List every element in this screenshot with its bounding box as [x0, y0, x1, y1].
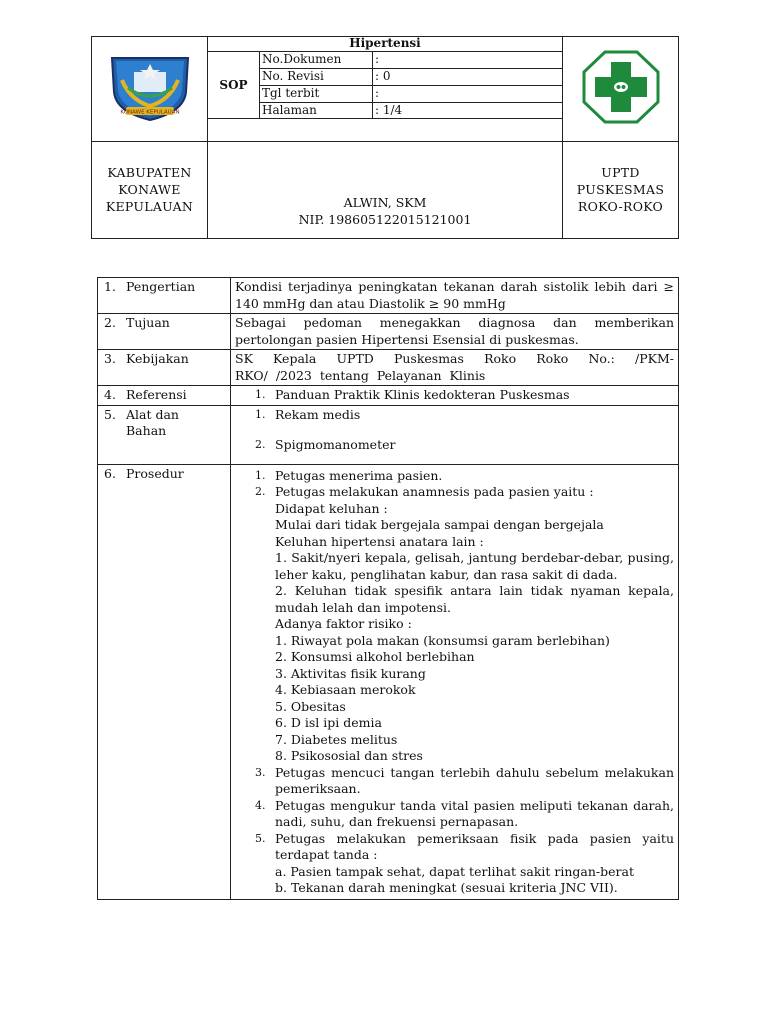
- list-spacer: [235, 423, 674, 437]
- detail-line: 7. Diabetes melitus: [275, 731, 398, 747]
- list-text: Rekam medis: [275, 406, 361, 422]
- section-label: [98, 278, 231, 314]
- section-number: 2.: [104, 315, 116, 330]
- procedure-step: [235, 468, 674, 485]
- section-content: [231, 405, 679, 464]
- section-content: [231, 464, 679, 899]
- meta-value-doc-number: :: [373, 51, 563, 68]
- signatory-nip: NIP. 198605122015121001: [298, 212, 472, 227]
- step-number: 1.: [255, 468, 266, 482]
- section-title: Referensi: [126, 387, 187, 402]
- regency-line-1: KABUPATEN: [107, 165, 192, 181]
- list-text: Panduan Praktik Klinis kedokteran Puskesmas: [275, 387, 570, 402]
- list-text: Spigmomanometer: [275, 437, 396, 452]
- unit-line-3: ROKO-ROKO: [577, 199, 664, 215]
- procedure-step: [235, 484, 674, 765]
- section-row-alat-bahan: [98, 405, 679, 464]
- crest-banner-text: KONAWE KEPULAUAN: [119, 109, 180, 116]
- section-number: 3.: [104, 351, 116, 366]
- sop-content-table: [97, 277, 679, 900]
- detail-line: 6. D isl ipi demia: [275, 715, 382, 730]
- regency-name: [92, 141, 208, 238]
- list-number: 1.: [255, 388, 266, 401]
- section-title: Pengertian: [126, 279, 196, 294]
- section-row-referensi: [98, 386, 679, 406]
- section-label: [98, 464, 231, 899]
- policy-line-1: SK Kepala UPTD Puskesmas Roko Roko No.: /PKM-: [235, 351, 674, 366]
- meta-label-doc-number: No.Dokumen: [260, 51, 373, 68]
- detail-line: a. Pasien tampak sehat, dapat terlihat sakit ringan-berat: [275, 863, 634, 879]
- document-title: Hipertensi: [208, 37, 563, 52]
- meta-value-revision: : 0: [373, 68, 563, 85]
- meta-label-revision: No. Revisi: [260, 68, 373, 85]
- detail-line: 1. Sakit/nyeri kepala, gelisah, jantung berdebar-debar, pusing, leher kaku, penglihatan kabur, dan rasa sakit di dada.: [275, 550, 674, 582]
- section-label: [98, 314, 231, 350]
- step-number: 5.: [255, 831, 266, 845]
- step-text: Petugas mencuci tangan terlebih dahulu sebelum melakukan pemeriksaan.: [275, 764, 674, 796]
- detail-line: Keluhan hipertensi anatara lain :: [275, 533, 484, 549]
- detail-line: 5. Obesitas: [275, 698, 346, 714]
- section-title: Alat dan: [126, 406, 179, 422]
- procedure-step: [235, 798, 674, 831]
- puskesmas-logo-cell: [563, 37, 679, 142]
- section-title: Prosedur: [126, 465, 184, 481]
- step-number: 2.: [255, 485, 266, 498]
- signatory-block: [208, 141, 563, 238]
- section-content: [231, 386, 679, 406]
- anamnesis-details: [275, 501, 674, 765]
- unit-line-1: UPTD: [601, 165, 640, 181]
- list-item: [235, 437, 674, 454]
- list-number: 2.: [255, 438, 266, 451]
- detail-line: Didapat keluhan :: [275, 500, 388, 516]
- meta-label-page: Halaman: [260, 102, 373, 119]
- physical-exam-details: [275, 864, 674, 897]
- header-spacer: [208, 119, 563, 141]
- unit-line-2: PUSKESMAS: [576, 182, 665, 198]
- step-text: Petugas mengukur tanda vital pasien meliputi tekanan darah, nadi, suhu, dan frekuensi pernapasan.: [275, 797, 674, 829]
- section-row-prosedur: [98, 464, 679, 899]
- meta-value-page: : 1/4: [373, 102, 563, 119]
- section-label: [98, 386, 231, 406]
- section-content: Kondisi terjadinya peningkatan tekanan darah sistolik lebih dari ≥ 140 mmHg dan atau Diastolik ≥ 90 mmHg: [231, 278, 679, 314]
- header-table: [91, 36, 679, 239]
- sop-label: SOP: [208, 51, 260, 119]
- section-number: 6.: [104, 465, 116, 481]
- procedure-step: [235, 831, 674, 897]
- section-number: 1.: [104, 279, 116, 294]
- step-number: 3.: [255, 765, 266, 779]
- regency-crest-icon: [108, 52, 192, 122]
- detail-line: 2. Keluhan tidak spesifik antara lain tidak nyaman kepala, mudah lelah dan impotensi.: [275, 583, 674, 615]
- section-title: Tujuan: [126, 315, 170, 330]
- section-label: [98, 350, 231, 386]
- section-number: 4.: [104, 387, 116, 402]
- unit-name: [563, 141, 679, 238]
- section-title-line-2: Bahan: [126, 423, 167, 438]
- list-item: [235, 387, 674, 404]
- section-title: Kebijakan: [126, 351, 189, 366]
- puskesmas-logo-icon: [582, 50, 660, 124]
- step-text: Petugas melakukan anamnesis pada pasien yaitu :: [275, 484, 594, 499]
- step-number: 4.: [255, 798, 266, 812]
- detail-line: Adanya faktor risiko :: [275, 616, 412, 631]
- signatory-name: ALWIN, SKM: [343, 195, 427, 210]
- step-text: Petugas menerima pasien.: [275, 467, 443, 483]
- section-content: [231, 350, 679, 386]
- meta-label-issue-date: Tgl terbit: [260, 85, 373, 102]
- list-number: 1.: [255, 407, 266, 421]
- detail-line: 8. Psikososial dan stres: [275, 748, 423, 763]
- section-row-pengertian: [98, 278, 679, 314]
- detail-line: 4. Kebiasaan merokok: [275, 682, 416, 697]
- list-item: [235, 407, 674, 424]
- step-text: Petugas melakukan pemeriksaan fisik pada pasien yaitu terdapat tanda :: [275, 830, 674, 862]
- section-content: Sebagai pedoman menegakkan diagnosa dan memberikan pertolongan pasien Hipertensi Esensial di puskesmas.: [231, 314, 679, 350]
- regency-logo-cell: [92, 37, 208, 142]
- section-row-tujuan: [98, 314, 679, 350]
- procedure-step: [235, 765, 674, 798]
- detail-line: 1. Riwayat pola makan (konsumsi garam berlebihan): [275, 632, 610, 648]
- section-label: [98, 405, 231, 464]
- detail-line: 2. Konsumsi alkohol berlebihan: [275, 649, 475, 664]
- section-row-kebijakan: [98, 350, 679, 386]
- policy-line-2: RKO/ /2023 tentang Pelayanan Klinis: [235, 367, 486, 383]
- regency-line-2: KONAWE: [118, 182, 181, 198]
- section-number: 5.: [104, 406, 116, 422]
- detail-line: 3. Aktivitas fisik kurang: [275, 665, 426, 681]
- detail-line: b. Tekanan darah meningkat (sesuai kriteria JNC VII).: [275, 880, 618, 895]
- meta-value-issue-date: :: [373, 85, 563, 102]
- regency-line-3: KEPULAUAN: [105, 199, 194, 215]
- detail-line: Mulai dari tidak bergejala sampai dengan bergejala: [275, 517, 604, 532]
